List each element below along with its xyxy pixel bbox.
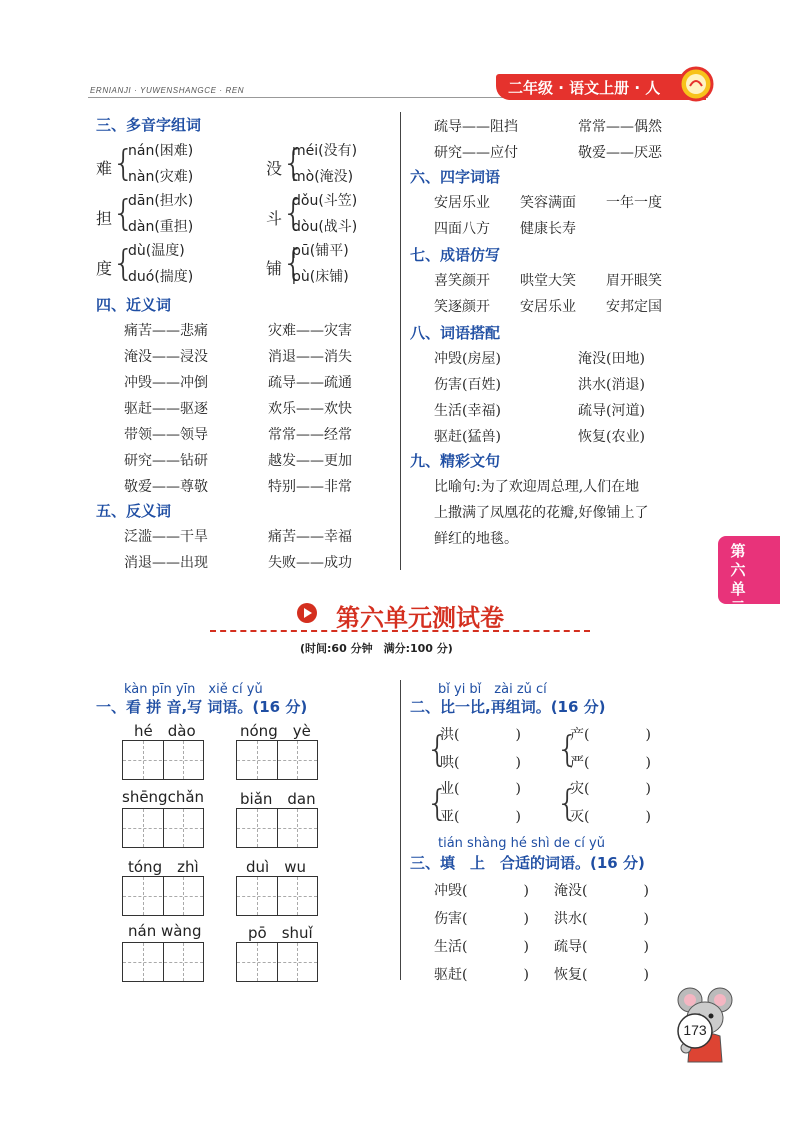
section6-title: 六、四字词语 — [410, 168, 501, 186]
header-running-text: ERNIANJI · YUWENSHANGCE · REN — [90, 86, 245, 95]
antonym-pair: 常常——偶然 — [578, 119, 662, 135]
q1-pinyin: kàn pīn yīn xiě cí yǔ — [124, 682, 263, 697]
synonym-pair: 越发——更加 — [268, 453, 352, 469]
polyphone-word: dòu(战斗) — [292, 219, 358, 235]
section9-title: 九、精彩文句 — [410, 452, 501, 470]
compare-item[interactable]: 严( ) — [570, 755, 651, 771]
writing-grid[interactable] — [122, 808, 204, 848]
compare-item[interactable]: 亚( ) — [440, 809, 521, 825]
compare-item[interactable]: 灾( ) — [570, 781, 651, 797]
polyphone-char: 铺 — [266, 259, 283, 278]
medal-icon — [678, 66, 714, 102]
synonym-pair: 常常——经常 — [268, 427, 352, 443]
brace-icon: { — [112, 193, 135, 234]
page-number: 173 — [683, 1022, 707, 1038]
compare-item[interactable]: 灭( ) — [570, 809, 651, 825]
section4-title: 四、近义词 — [96, 296, 172, 314]
polyphone-word: dù(温度) — [128, 243, 185, 259]
antonym-pair: 失败——成功 — [268, 555, 352, 571]
fill-item[interactable]: 洪水( ) — [554, 911, 649, 927]
q1-pinyin-word: nóng yè — [240, 722, 311, 740]
section8-title: 八、词语搭配 — [410, 324, 501, 342]
synonym-pair: 疏导——疏通 — [268, 375, 352, 391]
test-subtitle: (时间:60 分钟 满分:100 分) — [300, 642, 453, 655]
polyphone-word: dān(担水) — [128, 193, 194, 209]
brace-icon: { — [112, 243, 135, 284]
writing-grid[interactable] — [236, 876, 318, 916]
sentence-line: 鲜红的地毯。 — [434, 531, 518, 547]
collocation: 伤害(百姓) — [434, 377, 501, 393]
synonym-pair: 灾难——灾害 — [268, 323, 352, 339]
fill-item[interactable]: 淹没( ) — [554, 883, 649, 899]
collocation: 洪水(消退) — [578, 377, 645, 393]
synonym-pair: 驱赶——驱逐 — [124, 401, 208, 417]
brace-icon: { — [112, 143, 135, 184]
compare-item[interactable]: 产( ) — [570, 727, 651, 743]
idiom: 四面八方 — [434, 221, 490, 237]
antonym-pair: 疏导——阻挡 — [434, 119, 518, 135]
fill-item[interactable]: 冲毁( ) — [434, 883, 529, 899]
collocation: 淹没(田地) — [578, 351, 645, 367]
q1-title: 一、看 拼 音,写 词语。(16 分) — [96, 698, 308, 716]
polyphone-char: 斗 — [266, 209, 283, 228]
polyphone-word: duó(揣度) — [128, 269, 194, 285]
synonym-pair: 带领——领导 — [124, 427, 208, 443]
brace-icon: { — [556, 729, 579, 770]
polyphone-word: méi(没有) — [292, 143, 358, 159]
fill-item[interactable]: 伤害( ) — [434, 911, 529, 927]
collocation: 疏导(河道) — [578, 403, 645, 419]
idiom: 笑逐颜开 — [434, 299, 490, 315]
sentence-line: 上撒满了凤凰花的花瓣,好像铺上了 — [434, 505, 649, 521]
compare-item[interactable]: 哄( ) — [440, 755, 521, 771]
section5-title: 五、反义词 — [96, 502, 172, 520]
section7-title: 七、成语仿写 — [410, 246, 501, 264]
polyphone-word: pù(床铺) — [292, 269, 349, 285]
play-icon — [296, 602, 318, 624]
polyphone-char: 担 — [96, 209, 113, 228]
antonym-pair: 痛苦——幸福 — [268, 529, 352, 545]
compare-item[interactable]: 洪( ) — [440, 727, 521, 743]
writing-grid[interactable] — [122, 876, 204, 916]
antonym-pair: 敬爱——厌恶 — [578, 145, 662, 161]
idiom: 安居乐业 — [520, 299, 576, 315]
polyphone-char: 难 — [96, 159, 113, 178]
writing-grid[interactable] — [122, 942, 204, 982]
q1-pinyin-word: pō shuǐ — [248, 924, 313, 942]
writing-grid[interactable] — [236, 808, 318, 848]
q2-pinyin: bǐ yi bǐ zài zǔ cí — [438, 682, 547, 697]
synonym-pair: 欢乐——欢快 — [268, 401, 352, 417]
polyphone-char: 度 — [96, 259, 113, 278]
collocation: 生活(幸福) — [434, 403, 501, 419]
q1-pinyin-word: nán wàng — [128, 922, 202, 940]
writing-grid[interactable] — [236, 942, 318, 982]
brace-icon: { — [426, 729, 449, 770]
q1-pinyin-word: shēngchǎn — [122, 788, 205, 806]
title-dashed-rule — [210, 630, 590, 632]
idiom: 安邦定国 — [606, 299, 662, 315]
writing-grid[interactable] — [122, 740, 204, 780]
collocation: 恢复(农业) — [578, 429, 645, 445]
polyphone-word: dàn(重担) — [128, 219, 194, 235]
polyphone-word: mò(淹没) — [292, 169, 354, 185]
polyphone-word: dǒu(斗笠) — [292, 193, 358, 209]
brace-icon: { — [282, 243, 305, 284]
idiom: 哄堂大笑 — [520, 273, 576, 289]
synonym-pair: 冲毁——冲倒 — [124, 375, 208, 391]
polyphone-word: pū(铺平) — [292, 243, 349, 259]
polyphone-char: 没 — [266, 159, 283, 178]
antonym-pair: 消退——出现 — [124, 555, 208, 571]
brace-icon: { — [282, 193, 305, 234]
brace-icon: { — [282, 143, 305, 184]
synonym-pair: 消退——消失 — [268, 349, 352, 365]
q1-pinyin-word: tóng zhì — [128, 858, 199, 876]
collocation: 驱赶(猛兽) — [434, 429, 501, 445]
idiom: 一年一度 — [606, 195, 662, 211]
fill-item[interactable]: 驱赶( ) — [434, 967, 529, 983]
idiom: 笑容满面 — [520, 195, 576, 211]
synonym-pair: 特别——非常 — [268, 479, 352, 495]
collocation: 冲毁(房屋) — [434, 351, 501, 367]
idiom: 安居乐业 — [434, 195, 490, 211]
column-divider — [400, 680, 401, 980]
unit-side-tab-label: 第六单元 — [730, 542, 746, 617]
idiom: 健康长寿 — [520, 221, 576, 237]
q3-pinyin: tián shàng hé shì de cí yǔ — [438, 836, 605, 851]
section3-title: 三、多音字组词 — [96, 116, 202, 134]
idiom: 喜笑颜开 — [434, 273, 490, 289]
fill-item[interactable]: 恢复( ) — [554, 967, 649, 983]
antonym-pair: 研究——应付 — [434, 145, 518, 161]
synonym-pair: 敬爱——尊敬 — [124, 479, 208, 495]
synonym-pair: 痛苦——悲痛 — [124, 323, 208, 339]
antonym-pair: 泛滥——干旱 — [124, 529, 208, 545]
brace-icon: { — [426, 783, 449, 824]
brace-icon: { — [556, 783, 579, 824]
test-title: 第六单元测试卷 — [336, 603, 504, 632]
q2-title: 二、比一比,再组词。(16 分) — [410, 698, 606, 716]
q1-pinyin-word: duì wu — [246, 858, 306, 876]
compare-item[interactable]: 业( ) — [440, 781, 521, 797]
q1-pinyin-word: biǎn dan — [240, 790, 316, 808]
fill-item[interactable]: 生活( ) — [434, 939, 529, 955]
idiom: 眉开眼笑 — [606, 273, 662, 289]
column-divider — [400, 112, 401, 570]
synonym-pair: 研究——钻研 — [124, 453, 208, 469]
polyphone-word: nàn(灾难) — [128, 169, 194, 185]
header-title: 二年级 · 语文上册 · 人 — [508, 79, 661, 97]
synonym-pair: 淹没——浸没 — [124, 349, 208, 365]
fill-item[interactable]: 疏导( ) — [554, 939, 649, 955]
polyphone-word: nán(困难) — [128, 143, 194, 159]
writing-grid[interactable] — [236, 740, 318, 780]
sentence-line: 比喻句:为了欢迎周总理,人们在地 — [434, 479, 640, 495]
q1-pinyin-word: hé dào — [134, 722, 196, 740]
q3-title: 三、填 上 合适的词语。(16 分) — [410, 854, 645, 872]
